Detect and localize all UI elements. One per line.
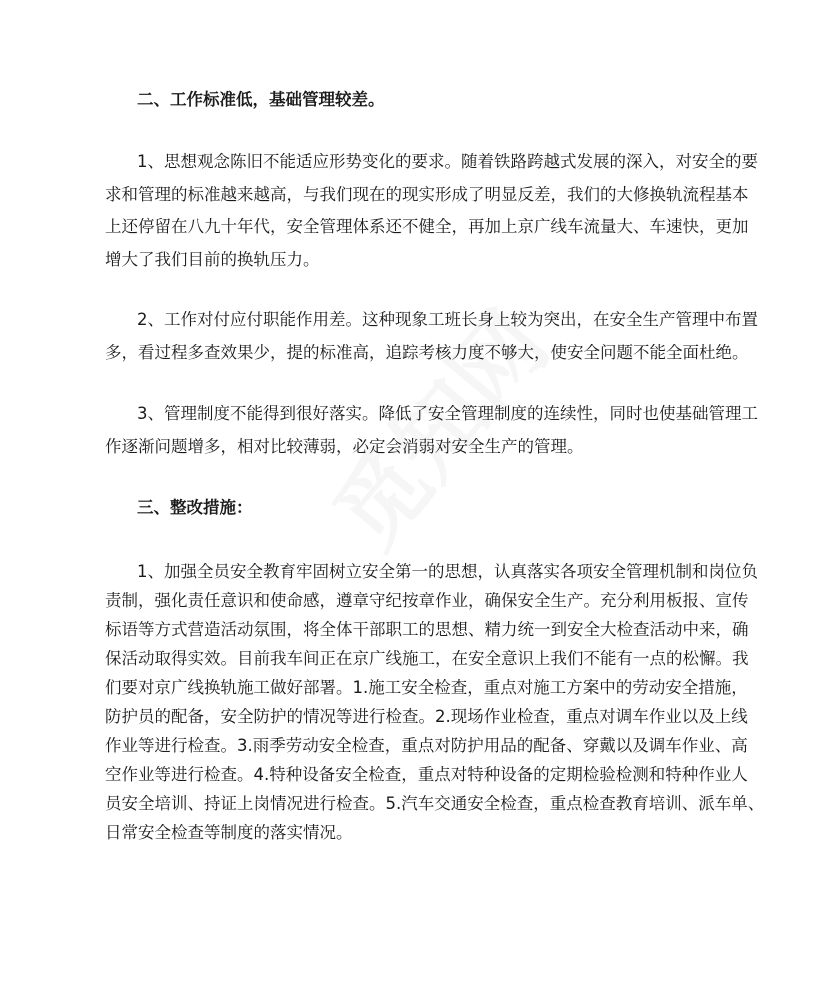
text-line: 1、加强全员安全教育牢固树立安全第一的思想，认真落实各项安全管理机制和岗位负 <box>137 562 758 581</box>
text-line: 空作业等进行检查。4.特种设备安全检查，重点对特种设备的定期检验检测和特种作业人 <box>105 765 748 784</box>
text-line: 1、思想观念陈旧不能适应形势变化的要求。随着铁路跨越式发展的深入，对安全的要 <box>137 152 758 171</box>
section-heading-3: 三、整改措施： <box>137 498 253 517</box>
text-line: 多，看过程多查效果少，提的标准高，追踪考核力度不够大，使安全问题不能全面杜绝。 <box>105 343 749 362</box>
text-line: 们要对京广线换轨施工做好部署。1.施工安全检查，重点对施工方案中的劳动安全措施， <box>105 678 748 697</box>
text-line: 3、管理制度不能得到很好落实。降低了安全管理制度的连续性，同时也使基础管理工 <box>137 404 758 423</box>
text-line: 保活动取得实效。目前我车间正在京广线施工，在安全意识上我们不能有一点的松懈。我 <box>105 649 749 668</box>
text-line: 防护员的配备，安全防护的情况等进行检查。2.现场作业检查，重点对调车作业以及上线 <box>105 707 748 726</box>
text-line: 增大了我们目前的换轨压力。 <box>105 250 320 269</box>
section-heading-2: 二、工作标准低，基础管理较差。 <box>137 90 385 109</box>
text-line: 上还停留在八九十年代，安全管理体系还不健全，再加上京广线车流量大、车速快，更加 <box>105 217 749 236</box>
text-line: 2、工作对付应付职能作用差。这种现象工班长身上较为突出，在安全生产管理中布置 <box>137 310 758 329</box>
text-line: 日常安全检查等制度的落实情况。 <box>105 823 353 842</box>
text-line: 作逐渐问题增多，相对比较薄弱，必定会消弱对安全生产的管理。 <box>105 437 584 456</box>
text-line: 作业等进行检查。3.雨季劳动安全检查，重点对防护用品的配备、穿戴以及调车作业、高 <box>105 736 748 755</box>
text-line: 求和管理的标准越来越高，与我们现在的现实形成了明显反差，我们的大修换轨流程基本 <box>105 185 749 204</box>
text-line: 责制，强化责任意识和使命感，遵章守纪按章作业，确保安全生产。充分利用板报、宣传 <box>105 591 749 610</box>
text-line: 员安全培训、持证上岗情况进行检查。5.汽车交通安全检查，重点检查教育培训、派车单、 <box>105 794 765 813</box>
text-line: 标语等方式营造活动氛围，将全体干部职工的思想、精力统一到安全大检查活动中来，确 <box>105 620 749 639</box>
